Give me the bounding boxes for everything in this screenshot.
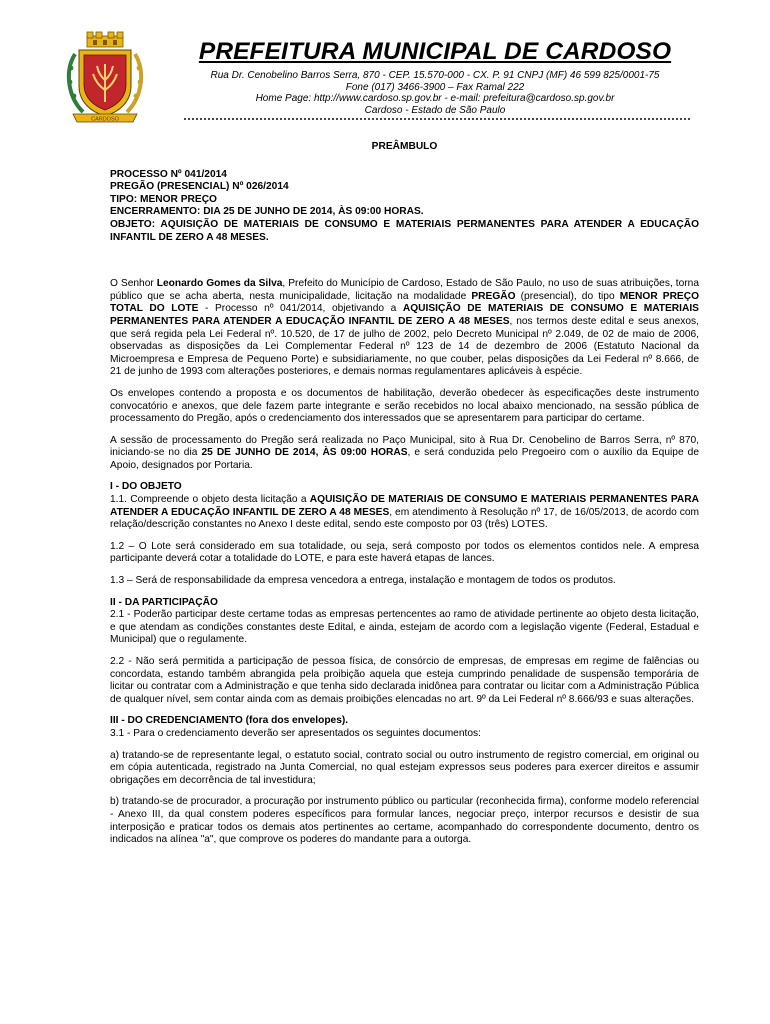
- section-title-credenciamento: III - DO CREDENCIAMENTO (fora dos envelopes).: [110, 715, 349, 727]
- clause-2-1: 2.1 - Poderão participar deste certame todas as empresas pertencentes ao ramo de atividade pertinente ao objeto desta licitação, e que atendam as condições constantes deste Edital, e ainda, estejam de acordo com a legislação vigente (Federal, Estadual e Municipal) que o regulamente.: [110, 609, 699, 646]
- object-line: OBJETO: AQUISIÇÃO DE MATERIAIS DE CONSUMO E MATERIAIS PERMANENTES PARA ATENDER A EDUCAÇÃO INFANTIL DE ZERO A 48 MESES.: [110, 218, 699, 243]
- page-title: PREFEITURA MUNICIPAL DE CARDOSO: [198, 38, 672, 65]
- session-paragraph: A sessão de processamento do Pregão será realizada no Paço Municipal, sito à Rua Dr. Cenobelino de Barros Serra, nº 870, iniciando-se no dia 25 DE JUNHO DE 2014, ÀS 09:00 HORAS, e será conduzida pelo Pregoeiro com o auxílio da Equipe de Apoio, designados por Portaria.: [110, 434, 699, 471]
- clause-3-1: 3.1 - Para o credenciamento deverão ser apresentados os seguintes documentos:: [110, 727, 481, 739]
- dotted-divider: [184, 118, 690, 123]
- type-line: TIPO: MENOR PREÇO: [110, 193, 217, 205]
- process-number: PROCESSO Nº 041/2014: [110, 168, 227, 180]
- pregao-number: PREGÃO (PRESENCIAL) Nº 026/2014: [110, 181, 289, 193]
- clause-1-2: 1.2 – O Lote será considerado em sua totalidade, ou seja, será composto por todos os elementos contidos nele. A empresa participante deverá cotar a totalidade do LOTE, e para este haverá etapas de lances.: [110, 540, 699, 565]
- city-line: Cardoso - Estado de São Paulo: [364, 104, 506, 116]
- crest-caption: CARDOSO: [91, 116, 119, 123]
- web-line: Home Page: http://www.cardoso.sp.gov.br - e-mail: prefeitura@cardoso.sp.gov.br: [255, 93, 615, 104]
- envelopes-paragraph: Os envelopes contendo a proposta e os documentos de habilitação, deverão obedecer às especificações deste instrumento convocatório e anexos, que dele fazem parte integrante e serão recebidos no local abaixo mencionado, na sessão pública de processamento do Pregão, após o credenciamento dos interessados que se apresentarem para participar do certame.: [110, 387, 699, 425]
- clause-2-2: 2.2 - Não será permitida a participação de pessoa física, de consórcio de empresas, de empresas em regime de falências ou concordata, estando também abrangida pela proibição aquela que esteja cumprindo penalidade de suspensão temporária de licitar ou contratar com a Administração e que tenha sido declarada inidônea para contratar ou licitar com a Administração Pública de qualquer nível, sem contar ainda com as demais proibições elencadas no art. 9º da Lei Federal nº 8.666/93 e suas alterações.: [110, 656, 699, 705]
- clause-3-1-a: a) tratando-se de representante legal, o estatuto social, contrato social ou outro instrumento de registro comercial, em original ou em cópia autenticada, registrado na Junta Comercial, no qual estejam expressos seus poderes para exercer direitos e assumir obrigações em decorrência de tal investidura;: [110, 749, 699, 786]
- address-line: Rua Dr. Cenobelino Barros Serra, 870 - CEP. 15.570-000 - CX. P. 91 CNPJ (MF) 46 599 825/0001-75: [210, 70, 660, 81]
- section-title-participacao: II - DA PARTICIPAÇÃO: [110, 596, 218, 608]
- mayor-name: Leonardo Gomes da Silva: [156, 278, 283, 290]
- session-date: 25 DE JUNHO DE 2014, ÀS 09:00 HORAS: [201, 447, 408, 459]
- clause-1-3: 1.3 – Será de responsabilidade da empresa vencedora a entrega, instalação e montagem de todos os produtos.: [110, 575, 616, 587]
- phone-line: Fone (017) 3466-3900 – Fax Ramal 222: [345, 81, 525, 93]
- clause-1-1: 1.1. Compreende o objeto desta licitação a AQUISIÇÃO DE MATERIAIS DE CONSUMO E MATERIAIS PERMANENTES PARA ATENDER A EDUCAÇÃO INFANTIL DE ZERO A 48 MESES, em atendimento à Resolução nº 17, de 16/05/2013, de acordo com relação/descrição constantes no Anexo I deste edital, sendo este composto por 03 (três) LOTES.: [110, 494, 700, 531]
- section-title-objeto: I - DO OBJETO: [110, 481, 182, 493]
- intro-paragraph: O Senhor Leonardo Gomes da Silva, Prefeito do Município de Cardoso, Estado de São Paulo, no uso de suas atribuições, torna público que se acha aberta, nesta municipalidade, licitação na modalidade PREGÃO (presencial), do tipo MENOR PREÇO TOTAL DO LOTE - Processo nº 041/2014, objetivando a AQUISIÇÃO DE MATERIAIS DE CONSUMO E MATERIAIS PERMANENTES PARA ATENDER A EDUCAÇÃO INFANTIL DE ZERO A 48 MESES, nos termos deste edital e seus anexos, que será regida pela Lei Federal nº. 10.520, de 17 de julho de 2002, pelo Decreto Municipal nº 2.049, de 02 de maio de 2006, observadas as disposições da Lei Complementar Federal nº 123 de 14 de dezembro de 2006 (Estatuto Nacional da Microempresa e Empresa de Pequeno Porte) e subsidiariamente, no que couber, pelas disposições da Lei Federal nº 8.666, de 21 de junho de 1993 com alterações posteriores, e demais normas regulamentares aplicáveis à espécie.: [110, 278, 699, 378]
- coat-of-arms-logo: [63, 30, 147, 126]
- letterhead: [160, 38, 710, 123]
- crown-icon: [87, 32, 123, 47]
- clause-3-1-b: b) tratando-se de procurador, a procuração por instrumento público ou particular (reconhecida firma), conforme modelo referencial - Anexo III, da qual constem poderes específicos para formular lances, negociar preço, interpor recursos e desistir de sua interposição e praticar todos os demais atos pertinentes ao certame, acompanhado do correspondente documento, dentro os indicados na alínea "a", que comprove os poderes do mandante para a outorga.: [110, 796, 699, 846]
- closing-line: ENCERRAMENTO: DIA 25 DE JUNHO DE 2014, ÀS 09:00 HORAS.: [110, 206, 424, 218]
- document-body: [110, 141, 699, 847]
- preamble-heading: PREÂMBULO: [371, 141, 438, 152]
- preamble-block: [110, 169, 699, 245]
